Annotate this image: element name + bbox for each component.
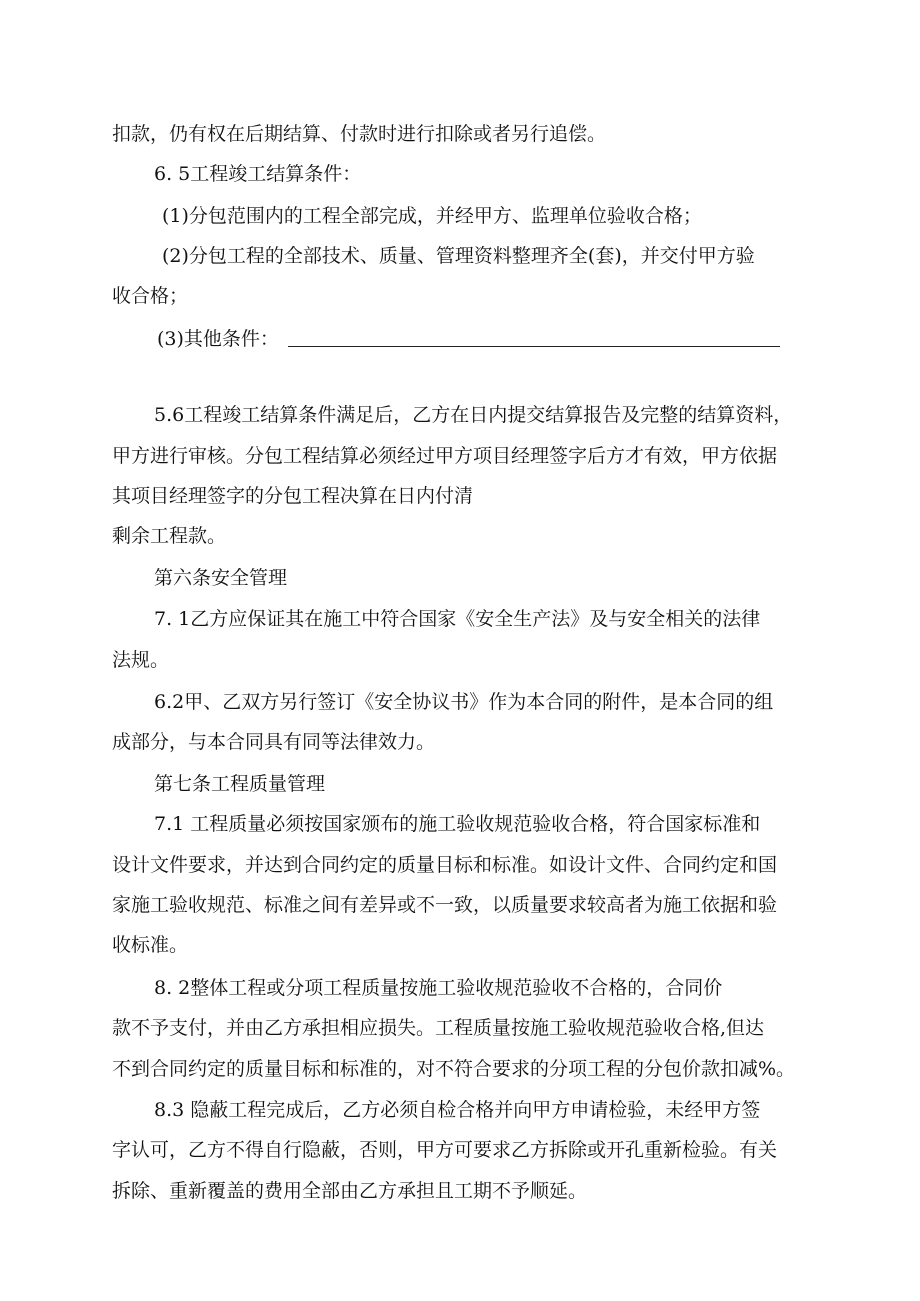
paragraph-line: 设计文件要求，并达到合同约定的质量目标和标准。如设计文件、合同约定和国: [112, 854, 778, 876]
paragraph-line: 7. 1乙方应保证其在施工中符合国家《安全生产法》及与安全相关的法律: [154, 608, 761, 630]
paragraph-line: 其项目经理签字的分包工程决算在日内付清: [112, 485, 474, 507]
paragraph-line: 收标准。: [112, 934, 189, 956]
list-item: (2)分包工程的全部技术、质量、管理资料整理齐全(套)，并交付甲方验: [162, 245, 755, 267]
paragraph-line: 5.6工程竣工结算条件满足后，乙方在日内提交结算报告及完整的结算资料，: [154, 404, 793, 426]
paragraph-line: 扣款，仍有权在后期结算、付款时进行扣除或者另行追偿。: [112, 123, 607, 145]
paragraph-line: 拆除、重新覆盖的费用全部由乙方承担且工期不予顺延。: [112, 1180, 588, 1202]
fill-in-blank-line: [288, 346, 780, 347]
section-heading: 第六条安全管理: [154, 567, 288, 589]
list-item: (3)其他条件：: [157, 328, 279, 350]
clause-heading: 6. 5工程竣工结算条件：: [154, 163, 362, 185]
paragraph-line: 款不予支付，并由乙方承担相应损失。工程质量按施工验收规范验收合格,但达: [112, 1017, 765, 1039]
paragraph-line: 成部分，与本合同具有同等法律效力。: [112, 731, 436, 753]
paragraph-line: 6.2甲、乙双方另行签订《安全协议书》作为本合同的附件，是本合同的组: [154, 691, 774, 713]
paragraph-line: 法规。: [112, 649, 170, 671]
paragraph-line: 收合格；: [112, 285, 189, 307]
paragraph-line: 7.1 工程质量必须按国家颁布的施工验收规范验收合格，符合国家标准和: [154, 813, 761, 835]
clause-heading: 8. 2整体工程或分项工程质量按施工验收规范验收不合格的，合同价: [154, 977, 723, 999]
section-heading: 第七条工程质量管理: [154, 773, 326, 795]
paragraph-line: 字认可，乙方不得自行隐蔽，否则，甲方可要求乙方拆除或开孔重新检验。有关: [112, 1139, 778, 1161]
paragraph-line: 不到合同约定的质量目标和标准的，对不符合要求的分项工程的分包价款扣减%。: [112, 1058, 796, 1080]
list-item: (1)分包范围内的工程全部完成，并经甲方、监理单位验收合格；: [162, 205, 702, 227]
paragraph-line: 8.3 隐蔽工程完成后，乙方必须自检合格并向甲方申请检验，未经甲方签: [154, 1099, 761, 1121]
paragraph-line: 家施工验收规范、标准之间有差异或不一致，以质量要求较高者为施工依据和验: [112, 894, 778, 916]
paragraph-line: 剩余工程款。: [112, 525, 227, 547]
paragraph-line: 甲方进行审核。分包工程结算必须经过甲方项目经理签字后方才有效，甲方依据: [112, 445, 778, 467]
